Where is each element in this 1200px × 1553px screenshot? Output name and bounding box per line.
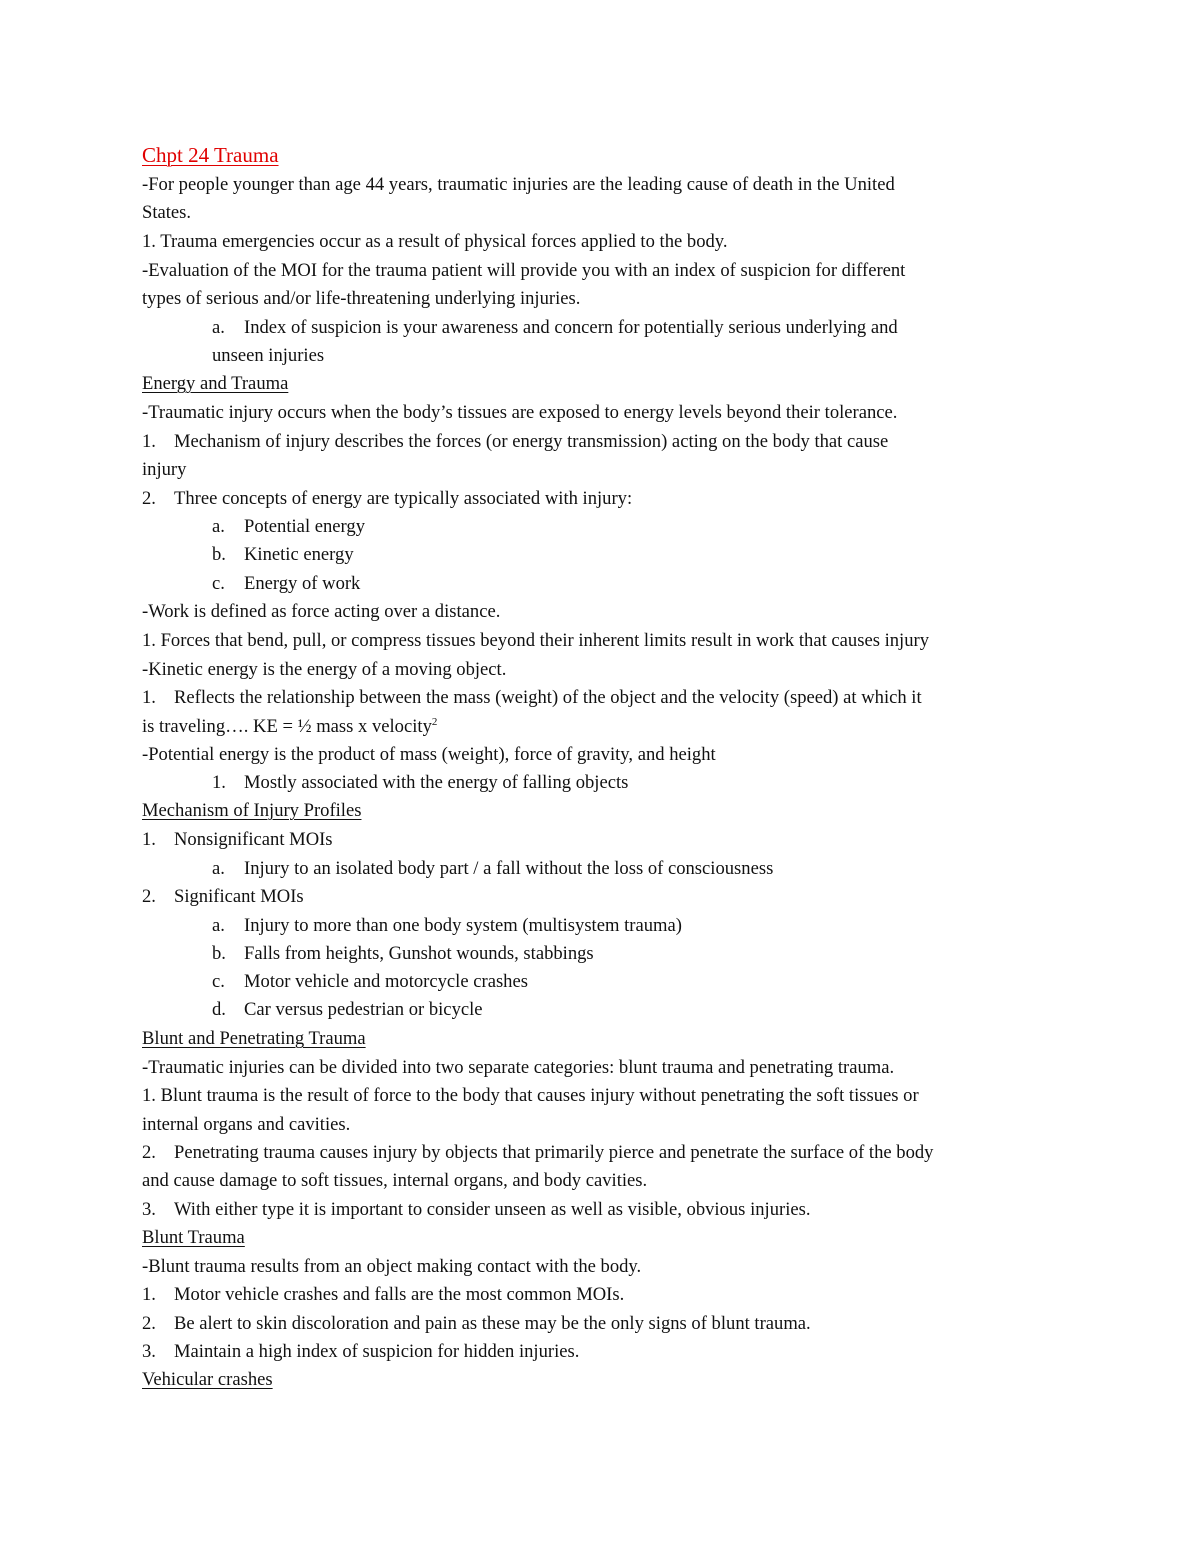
list-item [212,942,594,966]
list-text: Injury to an isolated body part / a fall without the loss of consciousness [244,858,774,879]
body-line: internal organs and cavities. [142,1114,351,1135]
body-line: -Traumatic injuries can be divided into two separate categories: blunt trauma and penetrating trauma. [142,1057,895,1078]
list-text: Injury to more than one body system (multisystem trauma) [244,915,682,936]
body-line: -Potential energy is the product of mass (weight), force of gravity, and height [142,744,716,765]
section-heading: Blunt and Penetrating Trauma [142,1028,366,1049]
list-continuation: and cause damage to soft tissues, internal organs, and body cavities. [142,1170,648,1191]
list-item [142,686,922,710]
list-marker: b. [212,943,226,964]
list-text: With either type it is important to consider unseen as well as visible, obvious injuries. [174,1199,811,1220]
list-item [142,1141,933,1165]
section-heading: Vehicular crashes [142,1369,273,1390]
list-marker: 1. [212,772,226,793]
list-continuation: injury [142,459,187,480]
list-marker: 2. [142,886,156,907]
list-text: Be alert to skin discoloration and pain as these may be the only signs of blunt trauma. [174,1313,811,1334]
body-line: -Kinetic energy is the energy of a moving object. [142,659,507,680]
list-marker: a. [212,317,225,338]
list-marker: 1. [142,1284,156,1305]
list-text: Potential energy [244,516,366,537]
list-continuation [142,715,437,739]
list-text: Significant MOIs [174,886,304,907]
list-text: Three concepts of energy are typically associated with injury: [174,488,633,509]
list-item [142,1340,579,1364]
intro-line: States. [142,202,192,223]
list-item [212,857,773,881]
list-text: Mechanism of injury describes the forces (or energy transmission) acting on the body that cause [174,431,889,452]
list-marker: a. [212,516,225,537]
list-text: Motor vehicle crashes and falls are the most common MOIs. [174,1284,625,1305]
list-text: Kinetic energy [244,544,354,565]
section-heading: Energy and Trauma [142,373,289,394]
list-item [142,1283,624,1307]
list-item [142,430,888,454]
section-heading: Blunt Trauma [142,1227,245,1248]
list-marker: 3. [142,1341,156,1362]
list-item [212,914,682,938]
list-item [142,828,333,852]
list-text: Energy of work [244,573,361,594]
body-line: -Work is defined as force acting over a distance. [142,601,501,622]
list-text: Reflects the relationship between the mass (weight) of the object and the velocity (speed) at which it [174,687,922,708]
kinetic-formula: is traveling…. KE = ½ mass x velocity [142,716,432,737]
list-text: Falls from heights, Gunshot wounds, stabbings [244,943,594,964]
list-item [212,771,628,795]
list-marker: 2. [142,1313,156,1334]
list-marker: 1. [142,687,156,708]
intro-line: -For people younger than age 44 years, traumatic injuries are the leading cause of death in the United [142,174,895,195]
intro-line: -Evaluation of the MOI for the trauma patient will provide you with an index of suspicion for different [142,260,906,281]
list-item [142,885,304,909]
list-item [212,515,365,539]
section-heading: Mechanism of Injury Profiles [142,800,362,821]
list-item [212,543,354,567]
body-line: 1. Blunt trauma is the result of force to the body that causes injury without penetrating the soft tissues or [142,1085,919,1106]
list-item [142,1198,811,1222]
list-marker: a. [212,915,225,936]
list-marker: c. [212,971,225,992]
list-marker: b. [212,544,226,565]
document-title: Chpt 24 Trauma [142,143,279,167]
list-text: Maintain a high index of suspicion for hidden injuries. [174,1341,580,1362]
list-item [212,970,528,994]
intro-line: types of serious and/or life-threatening underlying injuries. [142,288,581,309]
list-marker: d. [212,999,226,1020]
list-item [142,1312,811,1336]
list-text: Mostly associated with the energy of falling objects [244,772,629,793]
body-line: -Blunt trauma results from an object making contact with the body. [142,1256,642,1277]
list-text: Car versus pedestrian or bicycle [244,999,483,1020]
superscript: 2 [431,716,438,728]
list-continuation: unseen injuries [212,345,325,366]
list-marker: a. [212,858,225,879]
list-item [212,572,360,596]
list-text: Nonsignificant MOIs [174,829,333,850]
list-item [212,316,898,340]
list-marker: 1. [142,829,156,850]
list-item [142,487,632,511]
list-marker: 2. [142,1142,156,1163]
list-marker: c. [212,573,225,594]
list-marker: 2. [142,488,156,509]
list-text: Penetrating trauma causes injury by objects that primarily pierce and penetrate the surface of the body [174,1142,934,1163]
list-marker: 3. [142,1199,156,1220]
intro-line: 1. Trauma emergencies occur as a result of physical forces applied to the body. [142,231,728,252]
list-text: Motor vehicle and motorcycle crashes [244,971,528,992]
list-text: Index of suspicion is your awareness and concern for potentially serious underlying and [244,317,898,338]
body-line: 1. Forces that bend, pull, or compress tissues beyond their inherent limits result in work that causes injury [142,630,929,651]
list-item [212,998,483,1022]
body-line: -Traumatic injury occurs when the body’s tissues are exposed to energy levels beyond their tolerance. [142,402,898,423]
list-marker: 1. [142,431,156,452]
